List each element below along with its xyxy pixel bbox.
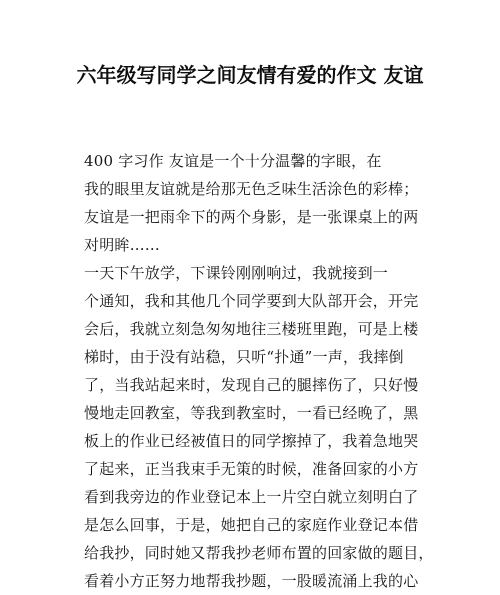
text-line: 我的眼里友谊就是给那无色乏味生活涂色的彩棒；: [84, 180, 419, 198]
text-line: 梯时，由于没有站稳，只听“扑通”一声，我摔倒: [84, 348, 404, 366]
text-line: 看到我旁边的作业登记本上一片空白就立刻明白了: [84, 488, 419, 506]
text-line: 了，当我站起来时，发现自己的腿摔伤了，只好慢: [84, 376, 419, 394]
text-line: 慢地走回教室，等我到教室时，一看已经晚了，黑: [84, 404, 419, 422]
text-line: 一天下午放学，下课铃刚刚响过，我就接到一: [84, 264, 389, 282]
text-line: 是怎么回事，于是，她把自己的家庭作业登记本借: [84, 516, 419, 534]
text-line: 个通知，我和其他几个同学要到大队部开会，开完: [84, 292, 419, 310]
text-line: 400 字习作 友谊是一个十分温馨的字眼，在: [84, 152, 382, 170]
text-line: 给我抄，同时她又帮我抄老师布置的回家做的题目，: [84, 544, 434, 562]
text-line: 友谊是一把雨伞下的两个身影，是一张课桌上的两: [84, 208, 419, 226]
text-line: 会后，我就立刻急匆匆地往三楼班里跑，可是上楼: [84, 320, 419, 338]
text-line: 对明眸……: [84, 236, 161, 254]
text-line: 看着小方正努力地帮我抄题，一股暖流涌上我的心: [84, 572, 419, 590]
essay-title: 六年级写同学之间友情有爱的作文 友谊: [76, 63, 424, 87]
text-line: 了起来，正当我束手无策的时候，准备回家的小方: [84, 460, 419, 478]
essay-body: [84, 147, 434, 595]
text-line: 板上的作业已经被值日的同学擦掉了，我着急地哭: [84, 432, 419, 450]
